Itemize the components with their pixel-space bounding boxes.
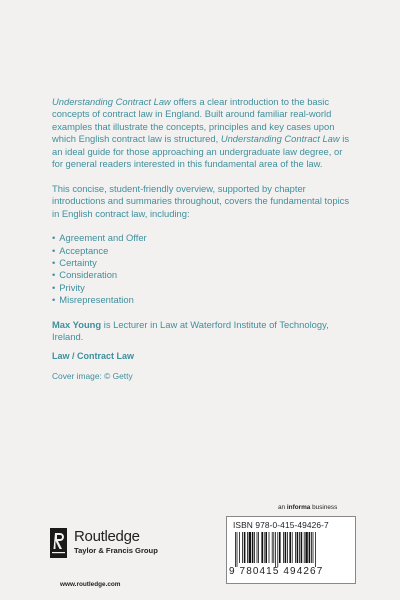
barcode-bar (305, 532, 307, 563)
barcode-bar (264, 532, 265, 563)
barcode-bar (273, 532, 274, 563)
isbn-label: ISBN 978-0-415-49426-7 (233, 520, 329, 530)
barcode-bar (295, 532, 296, 563)
barcode-bar (311, 532, 312, 563)
barcode-bar (244, 532, 246, 563)
barcode-bar (297, 532, 299, 563)
barcode-bar (257, 532, 258, 563)
barcode-bar (277, 532, 278, 567)
cover-image-credit: Cover image: © Getty (52, 371, 133, 381)
routledge-logo (50, 528, 180, 572)
isbn-barcode-box (226, 516, 356, 584)
book-title: Understanding Contract Law (52, 96, 171, 107)
publisher-name: Routledge (74, 528, 140, 545)
blurb (52, 96, 352, 343)
topic-item: • Agreement and Offer (52, 232, 352, 244)
barcode-bar (258, 532, 259, 563)
barcode-bar (247, 532, 248, 563)
barcode-bar (285, 532, 287, 563)
barcode-bar (261, 532, 263, 563)
informa-business-tagline: an informa business (278, 504, 338, 511)
barcode-bar (265, 532, 267, 563)
author-bio: Max Young is Lecturer in Law at Waterford Institute of Technology, Ireland. (52, 318, 329, 343)
barcode-bar (249, 532, 251, 563)
author-name: Max Young (52, 318, 102, 330)
barcode-bar (275, 532, 276, 567)
barcode-bar (269, 532, 270, 563)
topic-item: • Certainty (52, 257, 352, 269)
barcode-bar (315, 532, 316, 567)
topic-item: • Misrepresentation (52, 294, 352, 306)
barcode-bar (299, 532, 300, 563)
barcode-bar (272, 532, 273, 563)
topic-item: • Acceptance (52, 245, 352, 257)
barcode-bar (301, 532, 303, 563)
barcode-digits: 9 780415 494267 (229, 566, 324, 577)
barcode-bar (242, 532, 243, 563)
routledge-r-icon (50, 528, 68, 558)
barcode-bar (254, 532, 255, 563)
topic-list (52, 232, 352, 306)
publisher-group: Taylor & Francis Group (74, 546, 158, 555)
barcode-bar (235, 532, 236, 567)
barcode-bar (289, 532, 291, 563)
barcode-bar (237, 532, 238, 567)
book-title: Understanding Contract Law (220, 133, 340, 145)
barcode-bar (313, 532, 314, 563)
barcode-bar (279, 532, 281, 563)
subject-category: Law / Contract Law (52, 351, 135, 361)
barcode-bar (252, 532, 254, 563)
blurb-paragraph-intro: Understanding Contract Law offers a clear introduction to the basic concepts of contract law in England. Built around familiar real-world examples that illustrate the concepts, principles and key cases upon which English contract law is structured, Understanding Contract Law is an ideal guide for those approaching an undergraduate law degree, or for general readers interested in this fundamental area of the law. (52, 96, 350, 170)
blurb-paragraph-overview: This concise, student-friendly overview, supported by chapter introductions and summaries throughout, covers the fundamental topics in English contract law, including: (52, 183, 350, 219)
topic-item: • Privity (52, 282, 352, 294)
topic-item: • Consideration (52, 269, 352, 281)
barcode-bar (239, 532, 240, 563)
barcode (235, 532, 347, 567)
barcode-bar (287, 532, 288, 563)
barcode-bar (292, 532, 293, 563)
publisher-url: www.routledge.com (60, 581, 121, 588)
barcode-bar (283, 532, 284, 563)
barcode-bar (304, 532, 305, 563)
barcode-bar (309, 532, 311, 563)
